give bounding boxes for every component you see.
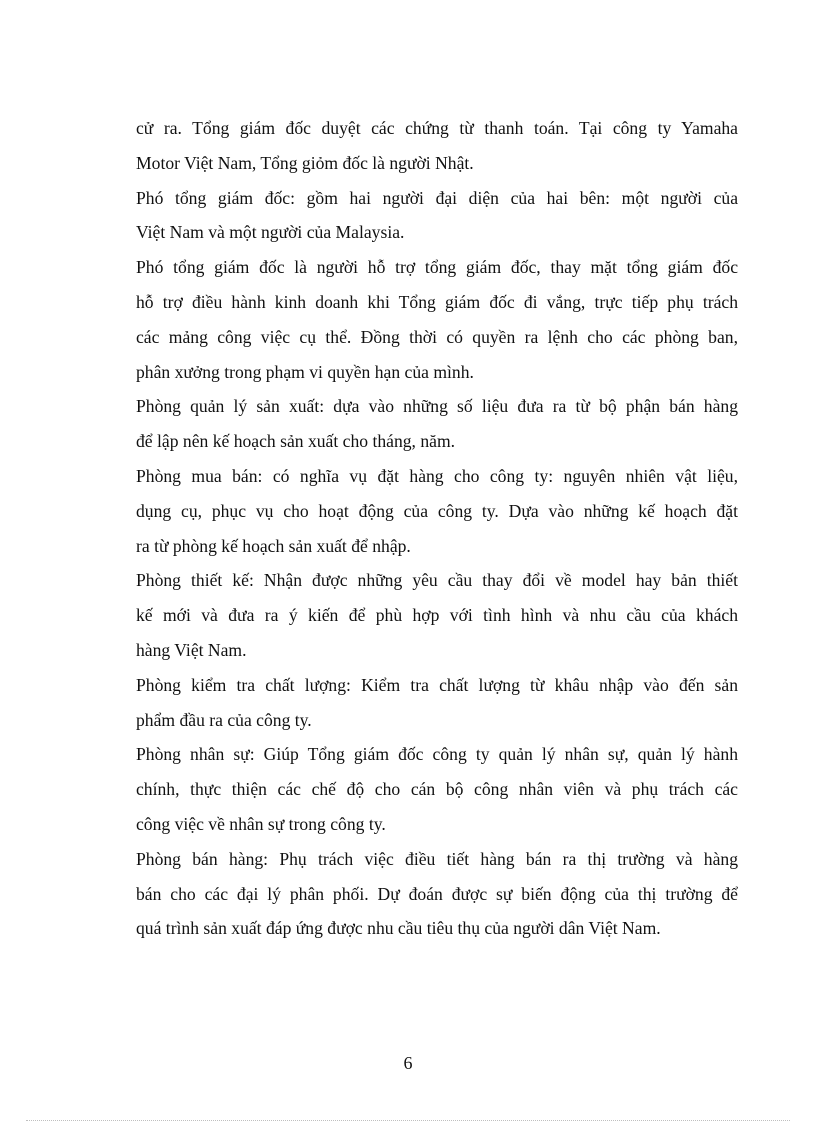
text-line: phẩm đầu ra của công ty. — [136, 709, 312, 730]
text-line: chính, thực thiện các chế độ cho cán bộ công nhân viên và phụ trách các — [136, 779, 738, 800]
text-line: kế mới và đưa ra ý kiến để phù hợp với tình hình và nhu cầu của khách — [136, 605, 738, 626]
text-line: Motor Việt Nam, Tổng giỏm đốc là người Nhật. — [136, 152, 474, 173]
page-number: 6 — [403, 1053, 413, 1073]
paragraph-sales — [136, 842, 738, 946]
paragraph-human-resources — [136, 737, 738, 841]
text-line: Phòng mua bán: có nghĩa vụ đặt hàng cho công ty: nguyên nhiên vật liệu, — [136, 465, 738, 486]
text-line: quá trình sản xuất đáp ứng được nhu cầu tiêu thụ của người dân Việt Nam. — [136, 918, 661, 939]
paragraph-deputy-ceo-role — [136, 250, 738, 389]
paragraph-deputy-ceo-members — [136, 181, 738, 251]
text-line: để lập nên kế hoạch sản xuất cho tháng, năm. — [136, 431, 456, 452]
page-bottom-divider — [26, 1120, 790, 1121]
text-line: dụng cụ, phục vụ cho hoạt động của công ty. Dựa vào những kế hoạch đặt — [136, 500, 738, 521]
text-line: các mảng công việc cụ thể. Đồng thời có quyền ra lệnh cho các phòng ban, — [136, 326, 738, 347]
text-line: Phòng thiết kế: Nhận được những yêu cầu thay đổi về model hay bản thiết — [136, 570, 738, 591]
paragraph-ceo-approval — [136, 111, 738, 181]
text-line: Phó tổng giám đốc là người hỗ trợ tổng giám đốc, thay mặt tổng giám đốc — [136, 257, 738, 278]
paragraph-purchasing — [136, 459, 738, 563]
text-line: bán cho các đại lý phân phối. Dự đoán được sự biến động của thị trường để — [136, 883, 738, 904]
text-line: Phòng kiểm tra chất lượng: Kiểm tra chất lượng từ khâu nhập vào đến sản — [136, 674, 738, 695]
text-line: Phòng bán hàng: Phụ trách việc điều tiết hàng bán ra thị trường và hàng — [136, 848, 738, 869]
text-line: hỗ trợ điều hành kinh doanh khi Tổng giám đốc đi vắng, trực tiếp phụ trách — [136, 291, 738, 312]
text-line: công việc về nhân sự trong công ty. — [136, 813, 386, 834]
text-line: Phòng quản lý sản xuất: dựa vào những số liệu đưa ra từ bộ phận bán hàng — [136, 396, 738, 417]
text-line: Việt Nam và một người của Malaysia. — [136, 222, 405, 243]
text-line: hàng Việt Nam. — [136, 639, 247, 660]
text-line: Phó tổng giám đốc: gồm hai người đại diện của hai bên: một người của — [136, 187, 738, 208]
paragraph-design — [136, 563, 738, 667]
paragraph-production-management — [136, 389, 738, 459]
text-line: phân xưởng trong phạm vi quyền hạn của mình. — [136, 361, 474, 382]
text-line: ra từ phòng kế hoạch sản xuất để nhập. — [136, 535, 411, 556]
document-body — [136, 111, 738, 946]
text-line: Phòng nhân sự: Giúp Tổng giám đốc công ty quản lý nhân sự, quản lý hành — [136, 744, 738, 765]
paragraph-quality-control — [136, 668, 738, 738]
text-line: cử ra. Tổng giám đốc duyệt các chứng từ thanh toán. Tại công ty Yamaha — [136, 118, 738, 138]
